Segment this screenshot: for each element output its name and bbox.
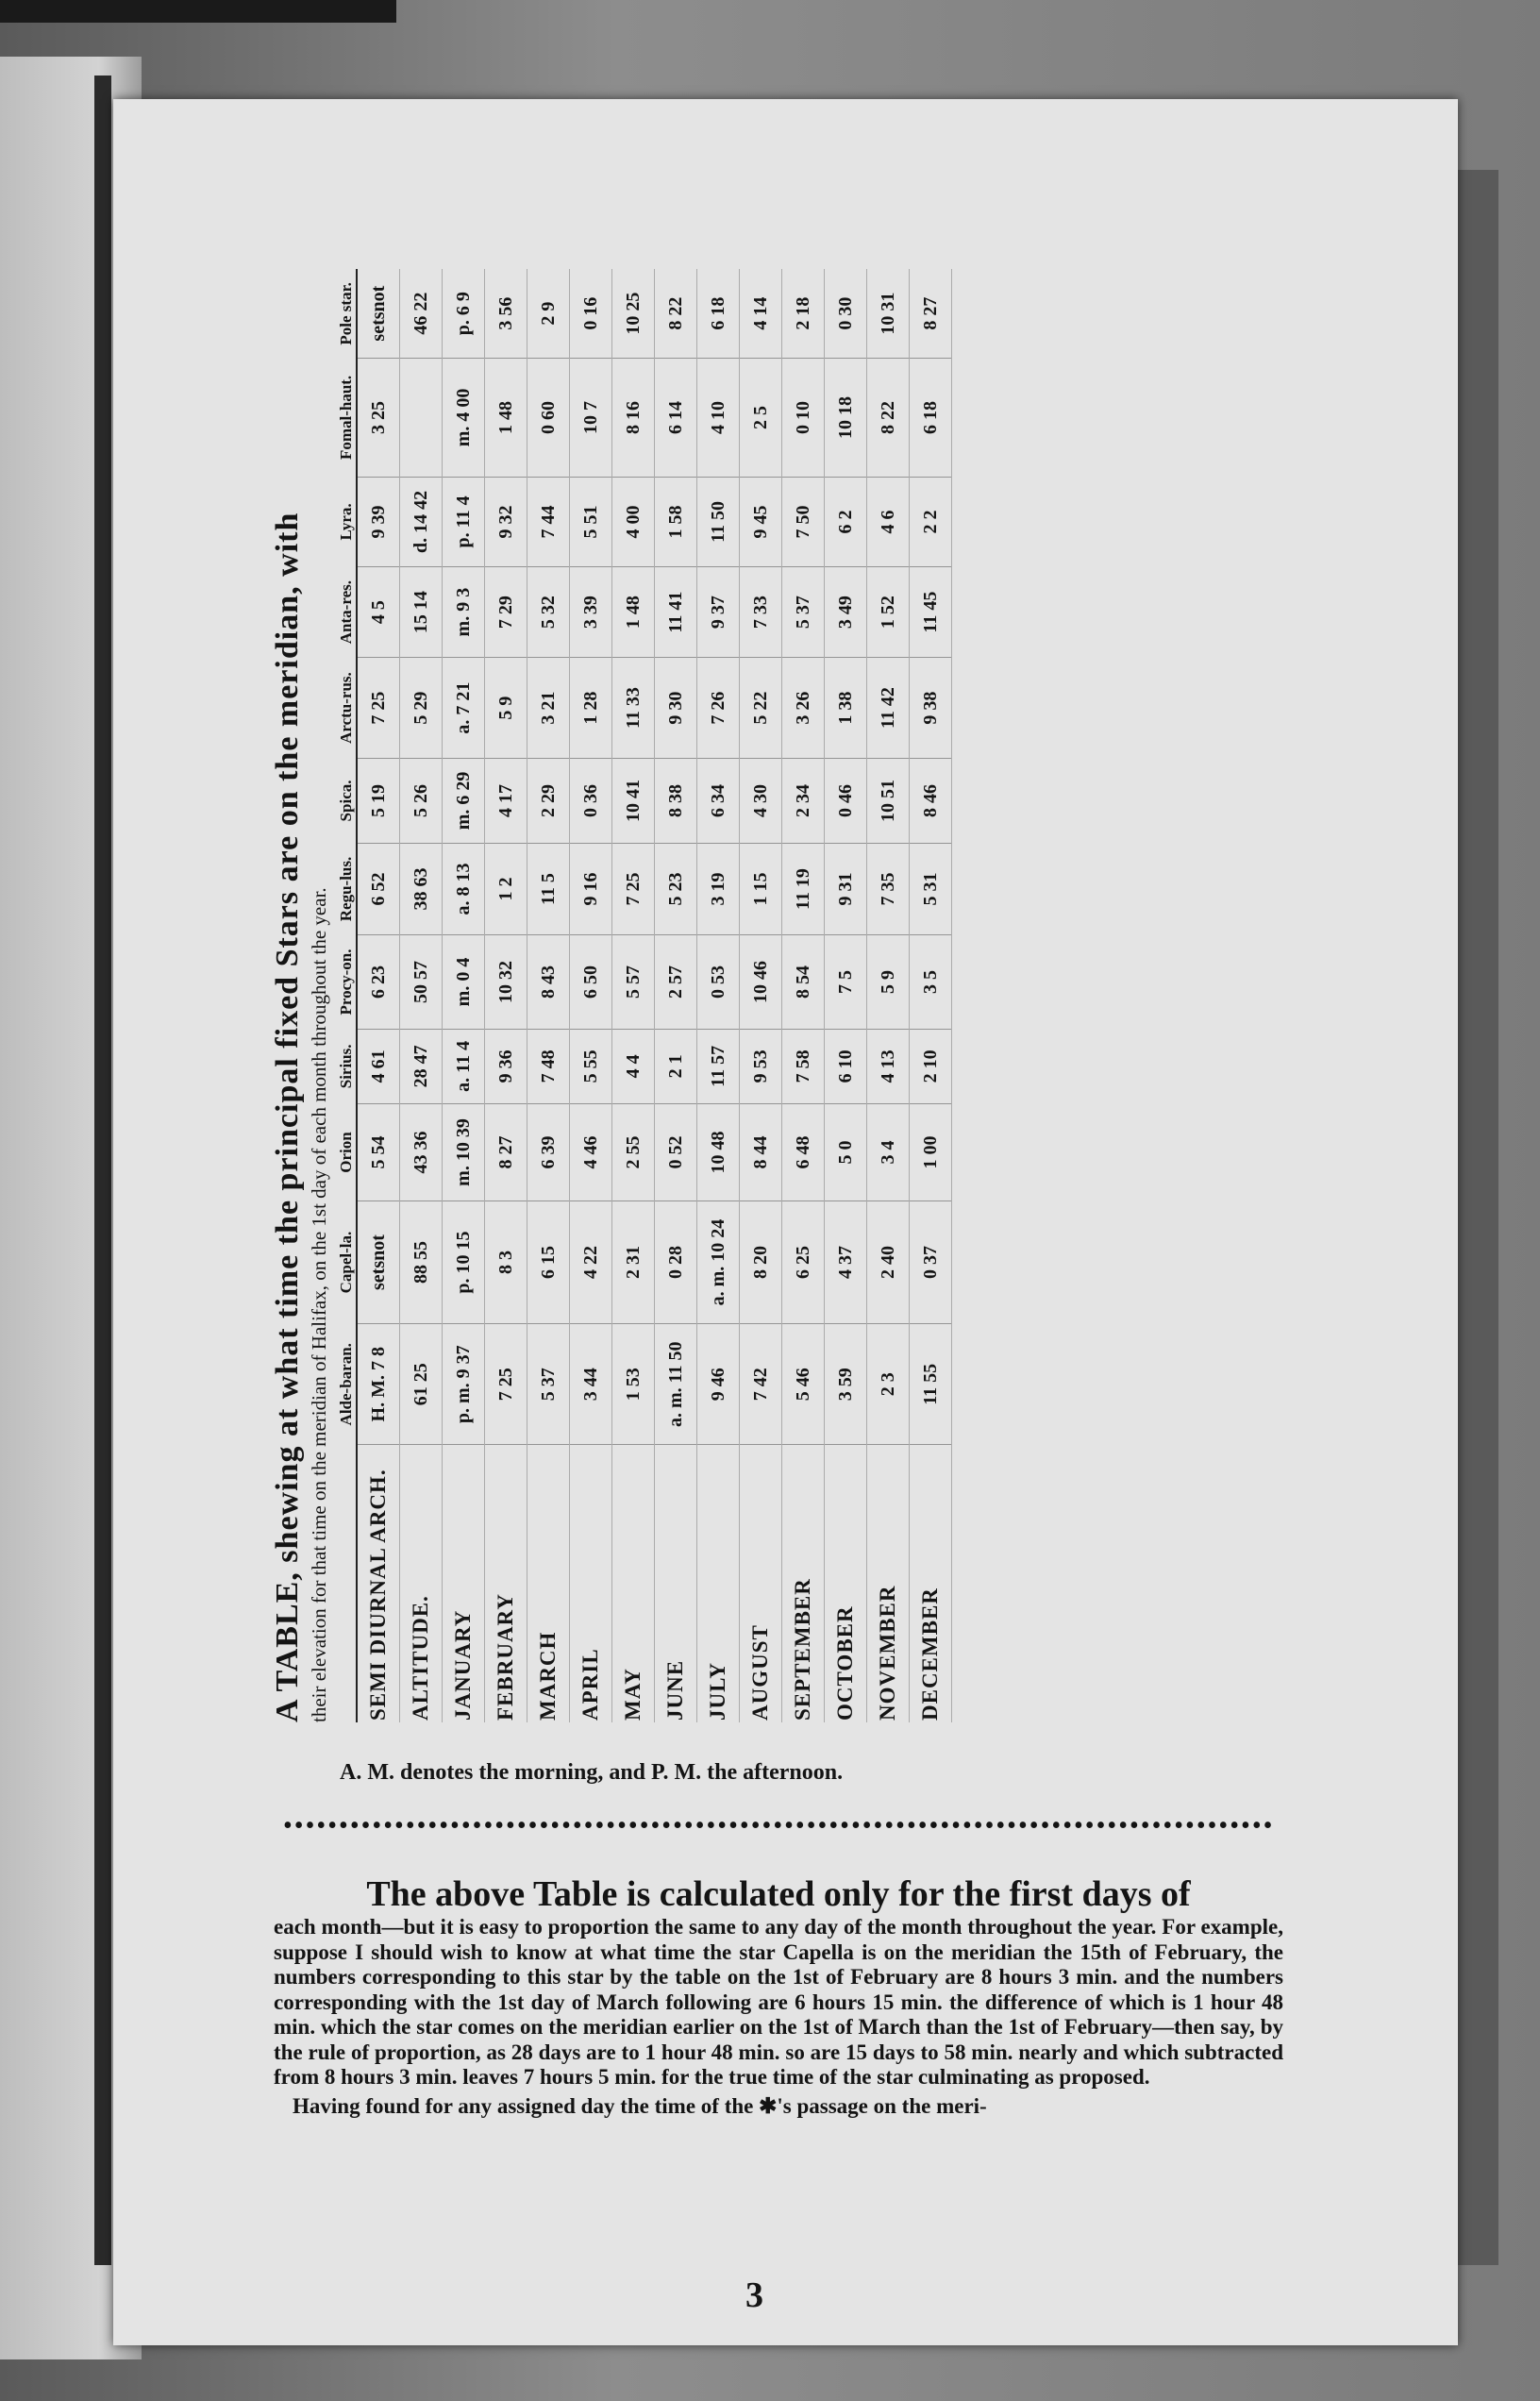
table-subtitle: their elevation for that time on the meridian of Halifax, on the 1st day of each month throughout the year. [308, 887, 330, 1722]
star-table [337, 269, 952, 1722]
table-cell: 10 7 [570, 359, 612, 477]
month-label: SEPTEMBER [782, 1445, 825, 1722]
table-cell: setsnot [357, 1201, 400, 1324]
table-cell: 4 00 [612, 477, 655, 567]
table-cell: 5 9 [867, 935, 910, 1030]
table-cell: setsnot [357, 269, 400, 359]
col-regulus: Regu-lus. [337, 843, 357, 934]
table-cell: 3 21 [527, 657, 570, 758]
table-cell: 5 37 [527, 1324, 570, 1445]
table-cell: 8 20 [740, 1201, 782, 1324]
table-cell: 3 19 [697, 843, 740, 934]
table-cell: 11 57 [697, 1029, 740, 1103]
table-cell: 0 37 [910, 1201, 952, 1324]
table-cell: 7 25 [485, 1324, 527, 1445]
table-cell: a. 11 4 [443, 1029, 485, 1103]
table-row [910, 269, 952, 1722]
table-cell: 4 22 [570, 1201, 612, 1324]
table-cell: 8 22 [867, 359, 910, 477]
table-cell: p. 10 15 [443, 1201, 485, 1324]
table-cell: 4 14 [740, 269, 782, 359]
table-cell: 8 44 [740, 1103, 782, 1200]
col-lyra: Lyra. [337, 477, 357, 567]
row-label: SEMI DIURNAL ARCH. [357, 1445, 400, 1722]
table-cell: 1 48 [485, 359, 527, 477]
table-cell: 0 28 [655, 1201, 697, 1324]
table-cell: 6 14 [655, 359, 697, 477]
table-cell: 8 54 [782, 935, 825, 1030]
col-antares: Anta-res. [337, 567, 357, 658]
table-cell: 9 38 [910, 657, 952, 758]
table-cell: 7 48 [527, 1029, 570, 1103]
table-cell: 3 56 [485, 269, 527, 359]
table-row [612, 269, 655, 1722]
table-cell: 4 61 [357, 1029, 400, 1103]
col-arcturus: Arctu-rus. [337, 657, 357, 758]
table-cell: 9 45 [740, 477, 782, 567]
table-cell: 10 46 [740, 935, 782, 1030]
binding-gutter [94, 76, 111, 2265]
table-cell: 5 37 [782, 567, 825, 658]
table-cell: H. M. 7 8 [357, 1324, 400, 1445]
table-cell: 3 39 [570, 567, 612, 658]
month-label: JANUARY [443, 1445, 485, 1722]
month-label: MARCH [527, 1445, 570, 1722]
table-cell: 6 25 [782, 1201, 825, 1324]
table-cell: 2 1 [655, 1029, 697, 1103]
table-cell: 2 40 [867, 1201, 910, 1324]
table-row [527, 269, 570, 1722]
table-cell: 50 57 [400, 935, 443, 1030]
table-cell: 6 10 [825, 1029, 867, 1103]
table-cell: 10 41 [612, 759, 655, 844]
table-cell: 1 28 [570, 657, 612, 758]
col-pole-star: Pole star. [337, 269, 357, 359]
table-cell: 2 2 [910, 477, 952, 567]
table-cell: 0 53 [697, 935, 740, 1030]
table-cell: 28 47 [400, 1029, 443, 1103]
table-cell: 5 19 [357, 759, 400, 844]
col-orion: Orion [337, 1103, 357, 1200]
table-cell: 3 59 [825, 1324, 867, 1445]
table-cell: 11 41 [655, 567, 697, 658]
table-cell: 6 18 [697, 269, 740, 359]
table-cell: 6 15 [527, 1201, 570, 1324]
table-cell: a. 8 13 [443, 843, 485, 934]
table-cell: 2 10 [910, 1029, 952, 1103]
table-cell: 3 49 [825, 567, 867, 658]
month-label: APRIL [570, 1445, 612, 1722]
month-label: NOVEMBER [867, 1445, 910, 1722]
table-cell: 4 4 [612, 1029, 655, 1103]
table-cell: 11 19 [782, 843, 825, 934]
table-cell: 5 46 [782, 1324, 825, 1445]
table-cell: 5 31 [910, 843, 952, 934]
table-cell: 8 43 [527, 935, 570, 1030]
table-cell: 5 26 [400, 759, 443, 844]
table-cell: 8 27 [910, 269, 952, 359]
month-label: AUGUST [740, 1445, 782, 1722]
table-cell: 10 25 [612, 269, 655, 359]
month-label: DECEMBER [910, 1445, 952, 1722]
table-cell: p. m. 9 37 [443, 1324, 485, 1445]
table-cell: 2 5 [740, 359, 782, 477]
table-cell: 11 45 [910, 567, 952, 658]
arch-row [357, 269, 400, 1722]
month-label: FEBRUARY [485, 1445, 527, 1722]
table-row [740, 269, 782, 1722]
table-cell: 5 51 [570, 477, 612, 567]
table-cell: 5 55 [570, 1029, 612, 1103]
table-cell: 1 00 [910, 1103, 952, 1200]
table-cell: 7 42 [740, 1324, 782, 1445]
am-pm-note: A. M. denotes the morning, and P. M. the afternoon. [340, 1760, 844, 1785]
month-label: MAY [612, 1445, 655, 1722]
table-cell: 11 42 [867, 657, 910, 758]
table-cell: 4 37 [825, 1201, 867, 1324]
table-cell: 0 36 [570, 759, 612, 844]
table-cell: 7 25 [357, 657, 400, 758]
table-cell: p. 6 9 [443, 269, 485, 359]
table-cell: 1 58 [655, 477, 697, 567]
table-cell: 4 10 [697, 359, 740, 477]
table-cell: 0 60 [527, 359, 570, 477]
table-cell: 2 3 [867, 1324, 910, 1445]
table-cell: 1 38 [825, 657, 867, 758]
table-title: A TABLE, shewing at what time the principal fixed Stars are on the meridian, with [270, 512, 305, 1722]
table-cell: 0 30 [825, 269, 867, 359]
col-aldebaran: Alde-baran. [337, 1324, 357, 1445]
table-cell: 6 50 [570, 935, 612, 1030]
table-cell: 7 44 [527, 477, 570, 567]
col-fomalhaut: Fomal-haut. [337, 359, 357, 477]
paragraph-tail: Having found for any assigned day the time of the ✱'s passage on the meri- [293, 2093, 987, 2118]
table-cell: 9 30 [655, 657, 697, 758]
table-cell: m. 4 00 [443, 359, 485, 477]
table-cell: d. 14 42 [400, 477, 443, 567]
table-cell: 5 9 [485, 657, 527, 758]
altitude-row [400, 269, 443, 1722]
rotated-table-region [269, 212, 1316, 1722]
month-label: JULY [697, 1445, 740, 1722]
table-cell: 9 36 [485, 1029, 527, 1103]
table-cell: 9 31 [825, 843, 867, 934]
table-cell: 0 46 [825, 759, 867, 844]
table-header-row [337, 269, 357, 1722]
table-cell: 5 32 [527, 567, 570, 658]
table-cell: 2 57 [655, 935, 697, 1030]
table-cell: a. 7 21 [443, 657, 485, 758]
table-cell: 15 14 [400, 567, 443, 658]
table-cell: 9 53 [740, 1029, 782, 1103]
table-cell: 4 6 [867, 477, 910, 567]
table-cell: 5 29 [400, 657, 443, 758]
month-label: OCTOBER [825, 1445, 867, 1722]
table-cell: 6 18 [910, 359, 952, 477]
page-number: 3 [745, 2275, 763, 2315]
table-cell: 7 5 [825, 935, 867, 1030]
table-cell: 8 38 [655, 759, 697, 844]
table-cell [400, 359, 443, 477]
table-cell: 9 46 [697, 1324, 740, 1445]
table-cell: 6 2 [825, 477, 867, 567]
table-row [867, 269, 910, 1722]
table-row [697, 269, 740, 1722]
table-cell: 5 23 [655, 843, 697, 934]
table-cell: a. m. 11 50 [655, 1324, 697, 1445]
table-cell: 46 22 [400, 269, 443, 359]
table-cell: 7 33 [740, 567, 782, 658]
table-cell: 3 5 [910, 935, 952, 1030]
table-cell: 5 54 [357, 1103, 400, 1200]
table-cell: 8 3 [485, 1201, 527, 1324]
row-label: ALTITUDE. [400, 1445, 443, 1722]
table-cell: 4 13 [867, 1029, 910, 1103]
table-cell: 10 48 [697, 1103, 740, 1200]
col-procyon: Procy-on. [337, 935, 357, 1030]
col-capella: Capel-la. [337, 1201, 357, 1324]
table-cell: 6 23 [357, 935, 400, 1030]
table-cell: m. 9 3 [443, 567, 485, 658]
table-cell: 8 27 [485, 1103, 527, 1200]
table-cell: 7 58 [782, 1029, 825, 1103]
table-cell: 0 10 [782, 359, 825, 477]
month-rows [443, 269, 952, 1722]
table-cell: m. 0 4 [443, 935, 485, 1030]
dotted-rule: ••••••••••••••••••••••••••••••••••••••••••••••••••••••••••••••••••••••••••••••••••••••••• [283, 1812, 1274, 1840]
table-cell: 7 25 [612, 843, 655, 934]
table-cell: 9 32 [485, 477, 527, 567]
explanation-paragraph [274, 1873, 1283, 2119]
table-cell: 5 57 [612, 935, 655, 1030]
table-cell: 5 22 [740, 657, 782, 758]
table-cell: 61 25 [400, 1324, 443, 1445]
header-blank [337, 1445, 357, 1722]
col-sirius: Sirius. [337, 1029, 357, 1103]
table-cell: 2 34 [782, 759, 825, 844]
table-cell: 6 48 [782, 1103, 825, 1200]
page-stack-edge [1453, 170, 1498, 2265]
table-row [782, 269, 825, 1722]
table-cell: 2 29 [527, 759, 570, 844]
table-cell: 6 34 [697, 759, 740, 844]
table-cell: 4 46 [570, 1103, 612, 1200]
table-cell: 11 50 [697, 477, 740, 567]
table-cell: 38 63 [400, 843, 443, 934]
table-cell: 1 48 [612, 567, 655, 658]
table-cell: 7 29 [485, 567, 527, 658]
table-row [485, 269, 527, 1722]
table-cell: 5 0 [825, 1103, 867, 1200]
table-cell: 11 55 [910, 1324, 952, 1445]
table-cell: 4 5 [357, 567, 400, 658]
table-row [443, 269, 485, 1722]
table-cell: 7 26 [697, 657, 740, 758]
table-cell: 2 9 [527, 269, 570, 359]
table-cell: 2 55 [612, 1103, 655, 1200]
table-cell: 8 46 [910, 759, 952, 844]
table-cell: 3 26 [782, 657, 825, 758]
table-cell: 9 39 [357, 477, 400, 567]
table-cell: 8 22 [655, 269, 697, 359]
table-row [655, 269, 697, 1722]
background-edge [0, 0, 396, 23]
table-cell: m. 10 39 [443, 1103, 485, 1200]
table-cell: 3 4 [867, 1103, 910, 1200]
table-cell: 7 50 [782, 477, 825, 567]
table-cell: 9 37 [697, 567, 740, 658]
table-cell: 9 16 [570, 843, 612, 934]
table-cell: 11 5 [527, 843, 570, 934]
table-row [570, 269, 612, 1722]
table-cell: 10 31 [867, 269, 910, 359]
table-cell: 4 30 [740, 759, 782, 844]
table-cell: 43 36 [400, 1103, 443, 1200]
table-cell: 1 15 [740, 843, 782, 934]
rotated-content [269, 212, 1316, 1722]
table-cell: 10 18 [825, 359, 867, 477]
table-cell: 3 44 [570, 1324, 612, 1445]
paragraph-body: each month—but it is easy to proportion the same to any day of the month throughout the year. For example, suppose I should wish to know at what time the star Capella is on the meridian the 15th of February, the numbers corresponding to this star by the table on the 1st of February are 8 hours 3 min. and the numbers corresponding with the 1st day of March following are 6 hours 15 min. the difference of which is 1 hour 48 min. which the star comes on the meridian earlier on the 1st of March than the 1st of February—then say, by the rule of proportion, as 28 days are to 1 hour 48 min. so are 15 days to 58 min. nearly and which subtracted from 8 hours 3 min. leaves 7 hours 5 min. for the true time of the star culminating as proposed. [274, 1915, 1283, 2089]
table-row [825, 269, 867, 1722]
table-cell: 1 53 [612, 1324, 655, 1445]
table-cell: 2 18 [782, 269, 825, 359]
table-cell: 1 2 [485, 843, 527, 934]
table-cell: 2 31 [612, 1201, 655, 1324]
table-cell: p. 11 4 [443, 477, 485, 567]
table-cell: 10 51 [867, 759, 910, 844]
table-cell: m. 6 29 [443, 759, 485, 844]
table-cell: a. m. 10 24 [697, 1201, 740, 1324]
table-cell: 8 16 [612, 359, 655, 477]
table-cell: 11 33 [612, 657, 655, 758]
table-cell: 4 17 [485, 759, 527, 844]
month-label: JUNE [655, 1445, 697, 1722]
table-cell: 10 32 [485, 935, 527, 1030]
table-cell: 3 25 [357, 359, 400, 477]
table-cell: 88 55 [400, 1201, 443, 1324]
table-cell: 7 35 [867, 843, 910, 934]
table-cell: 0 52 [655, 1103, 697, 1200]
col-spica: Spica. [337, 759, 357, 844]
table-cell: 6 52 [357, 843, 400, 934]
table-cell: 6 39 [527, 1103, 570, 1200]
table-cell: 0 16 [570, 269, 612, 359]
paragraph-lead: The above Table is calculated only for the first days of [366, 1874, 1191, 1914]
table-cell: 1 52 [867, 567, 910, 658]
